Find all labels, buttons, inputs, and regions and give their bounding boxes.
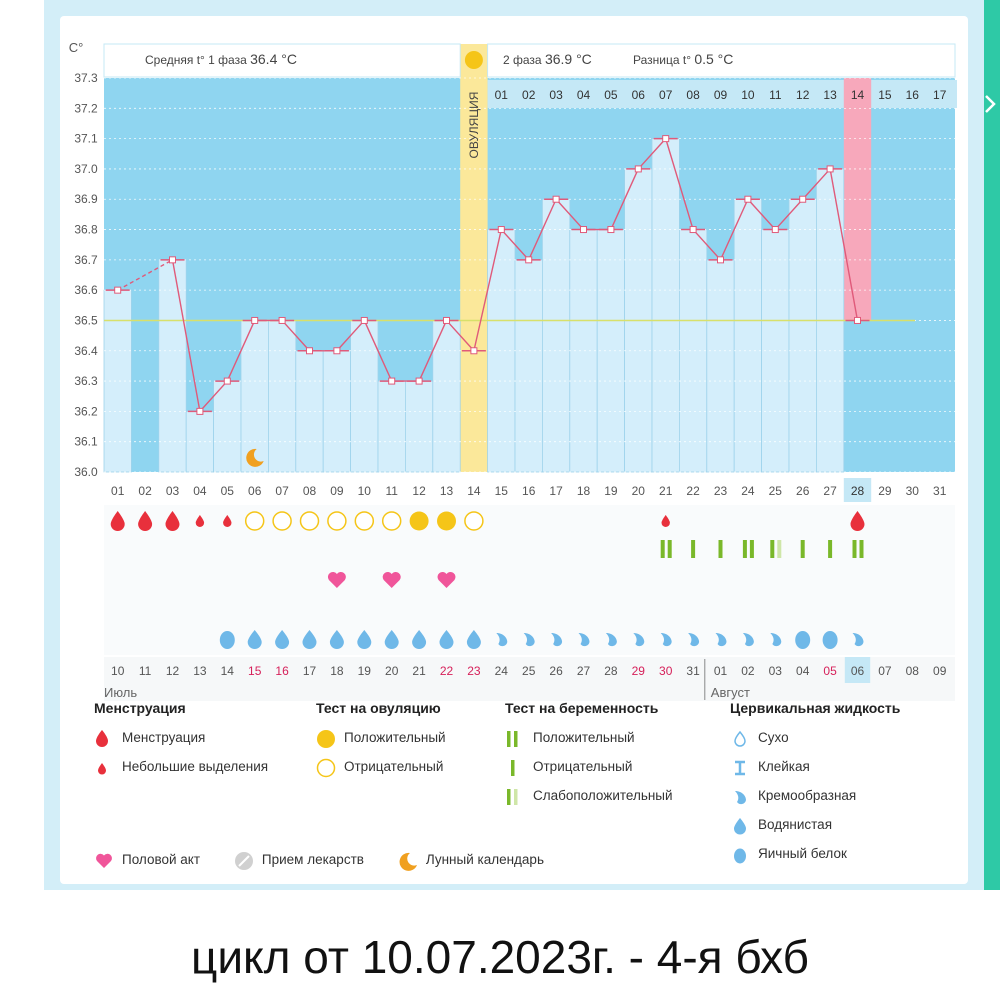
date-label: 12	[165, 664, 180, 678]
temperature-bar	[652, 139, 679, 472]
moon-icon	[398, 851, 418, 871]
legend-label: Отрицательный	[344, 759, 444, 774]
date-label: 26	[549, 664, 563, 678]
legend-menstruation	[94, 700, 268, 786]
date-label: 19	[357, 664, 371, 678]
phase2-day-label: 17	[933, 88, 947, 102]
legend-item	[730, 815, 900, 844]
cycle-day-label: 25	[768, 484, 782, 498]
date-label: 21	[412, 664, 426, 678]
legend-label: Слабоположительный	[533, 788, 673, 803]
eggwhite-icon	[823, 631, 838, 649]
temperature-bar	[159, 260, 186, 472]
date-label: 14	[220, 664, 234, 678]
temperature-point	[498, 227, 504, 233]
eggwhite-icon	[795, 631, 810, 649]
date-label: 20	[385, 664, 399, 678]
legend-item	[398, 850, 544, 879]
pregnancy-test-line	[661, 540, 665, 558]
phase2-day-label: 09	[713, 88, 728, 102]
temperature-point	[581, 227, 587, 233]
temperature-point	[307, 348, 313, 354]
phase2-text: 2 фаза 36.9 °C	[503, 51, 592, 67]
phase2-day-label: 05	[604, 88, 618, 102]
y-tick-label: 37.1	[74, 131, 98, 146]
phase2-day-label: 07	[659, 88, 673, 102]
positive-circle-icon	[316, 729, 336, 749]
pregnancy-test-positive	[668, 540, 672, 558]
legend-item	[730, 757, 900, 786]
legend-label: Половой акт	[122, 852, 201, 867]
current-day-band	[844, 78, 871, 320]
phase2-day-label: 14	[850, 88, 865, 102]
cycle-day-label: 14	[467, 484, 481, 498]
legend-item	[505, 728, 673, 757]
temperature-point	[444, 317, 450, 323]
cycle-day-label: 02	[138, 484, 152, 498]
legend-bottom-row	[94, 850, 544, 879]
pregnancy-test-negative	[719, 540, 723, 558]
date-label: 13	[193, 664, 207, 678]
date-label: 27	[576, 664, 591, 678]
phase2-day-label: 10	[741, 88, 755, 102]
legend-title: Тест на беременность	[505, 700, 659, 716]
date-label: 08	[905, 664, 919, 678]
temperature-bar	[378, 381, 405, 472]
temperature-point	[800, 196, 806, 202]
pregnancy-test-positive	[750, 540, 754, 558]
legend-title: Тест на овуляцию	[316, 700, 441, 716]
legend-title: Менструация	[94, 700, 186, 716]
legend-item	[316, 728, 446, 757]
ovulation-sun-icon	[465, 51, 483, 69]
legend-label: Кремообразная	[758, 788, 857, 803]
ovulation-test-negative	[465, 512, 483, 530]
cycle-day-label: 04	[193, 484, 207, 498]
temperature-point	[334, 348, 340, 354]
phase1-text: Средняя t° 1 фаза 36.4 °C	[145, 51, 297, 67]
y-unit-label: C°	[68, 40, 84, 55]
phase2-day-label: 12	[796, 88, 810, 102]
temperature-point	[690, 227, 696, 233]
phase2-day-label: 02	[522, 88, 536, 102]
legend-item	[505, 786, 673, 815]
cycle-day-label: 08	[302, 484, 317, 498]
ovulation-test-negative	[355, 512, 373, 530]
temperature-bar	[323, 351, 350, 472]
temperature-bar	[570, 230, 597, 472]
cycle-day-label: 09	[330, 484, 344, 498]
temperature-point	[635, 166, 641, 172]
date-label: 09	[933, 664, 947, 678]
date-label: 23	[467, 664, 481, 678]
month-label-august: Август	[710, 685, 750, 700]
date-label: 15	[248, 664, 262, 678]
legend-label: Клейкая	[758, 759, 810, 774]
cycle-day-label: 23	[713, 484, 728, 498]
eggwhite-icon	[220, 631, 235, 649]
date-label: 06	[850, 664, 865, 678]
cycle-day-label: 19	[604, 484, 618, 498]
cycle-day-label: 29	[878, 484, 892, 498]
cycle-day-label: 16	[522, 484, 536, 498]
heart-icon	[94, 851, 114, 871]
legend-label: Положительный	[533, 730, 635, 745]
phase2-day-label: 06	[631, 88, 645, 102]
cycle-day-label: 01	[111, 484, 125, 498]
date-label: 17	[302, 664, 317, 678]
legend-item	[94, 757, 268, 786]
phase2-day-label: 01	[494, 88, 508, 102]
legend-item	[94, 728, 268, 757]
temperature-point	[608, 227, 614, 233]
date-label: 25	[522, 664, 536, 678]
temperature-bar	[104, 290, 131, 472]
cycle-day-label: 21	[659, 484, 673, 498]
legend-item	[730, 728, 900, 757]
temperature-bar	[268, 320, 295, 472]
legend-label: Лунный календарь	[425, 852, 544, 867]
caption: цикл от 10.07.2023г. - 4-я бхб	[190, 931, 809, 983]
creamy-icon	[730, 787, 750, 807]
y-tick-label: 36.9	[74, 192, 98, 207]
date-label: 28	[604, 664, 618, 678]
y-tick-label: 37.3	[74, 71, 98, 85]
temperature-point	[279, 317, 285, 323]
temperature-bar	[214, 381, 241, 472]
date-label: 16	[275, 664, 289, 678]
cycle-day-label: 13	[439, 484, 454, 498]
temperature-point	[389, 378, 395, 384]
diff-text: Разница t° 0.5 °C	[633, 51, 734, 67]
temperature-bar	[515, 260, 542, 472]
y-tick-label: 36.4	[74, 343, 98, 358]
y-tick-label: 37.0	[74, 161, 98, 176]
temperature-point	[170, 257, 176, 263]
phase2-day-label: 08	[686, 88, 700, 102]
pregnancy-test-negative	[691, 540, 695, 558]
test-weak-icon	[505, 787, 525, 807]
temperature-bar	[734, 199, 761, 472]
pregnancy-test-line	[770, 540, 774, 558]
date-label: 24	[494, 664, 508, 678]
temperature-point	[471, 348, 477, 354]
cycle-day-label: 20	[631, 484, 645, 498]
y-tick-label: 36.3	[74, 374, 98, 389]
date-label: 18	[330, 664, 344, 678]
legend-label: Прием лекарств	[261, 852, 364, 867]
blood-drop-icon	[94, 729, 110, 747]
legend-label: Отрицательный	[533, 759, 633, 774]
y-tick-label: 36.6	[74, 283, 98, 298]
legend-item	[730, 786, 900, 815]
temperature-point	[553, 196, 559, 202]
legend-label: Водянистая	[758, 817, 832, 832]
legend-label: Менструация	[122, 730, 206, 745]
scroll-arrow-icon	[986, 96, 994, 112]
ovulation-test-negative	[246, 512, 264, 530]
eggwhite-icon	[730, 845, 750, 865]
ovulation-test-positive	[437, 512, 456, 531]
legend-item	[94, 850, 200, 879]
month-label-july: Июль	[104, 685, 138, 700]
cycle-day-label: 22	[686, 484, 700, 498]
phase2-day-label: 04	[576, 88, 591, 102]
legend-ovulation-test	[316, 700, 446, 786]
date-label: 10	[111, 664, 125, 678]
legend-item	[316, 757, 446, 786]
pregnancy-test-negative	[828, 540, 832, 558]
sticky-icon	[730, 758, 750, 778]
cycle-day-label: 26	[796, 484, 810, 498]
y-tick-label: 36.0	[74, 465, 98, 479]
y-tick-label: 36.8	[74, 222, 98, 237]
date-label: 05	[823, 664, 837, 678]
cycle-day-label: 03	[165, 484, 180, 498]
dry-drop-icon	[730, 729, 750, 749]
temperature-point	[718, 257, 724, 263]
cycle-day-label: 30	[905, 484, 919, 498]
temperature-point	[197, 408, 203, 414]
legend-label: Небольшие выделения	[122, 759, 269, 774]
temperature-bar	[405, 381, 432, 472]
y-tick-label: 36.2	[74, 404, 98, 419]
date-label: 30	[659, 664, 673, 678]
date-label: 11	[138, 664, 152, 678]
ovulation-label: ОВУЛЯЦИЯ	[466, 91, 481, 159]
date-label: 07	[878, 664, 892, 678]
date-label: 02	[741, 664, 755, 678]
ovulation-test-negative	[383, 512, 401, 530]
temperature-bar	[679, 230, 706, 472]
temperature-point	[772, 227, 778, 233]
temperature-point	[252, 317, 258, 323]
temperature-point	[855, 317, 861, 323]
temperature-bar	[707, 260, 734, 472]
phase2-day-label: 03	[549, 88, 563, 102]
temperature-point	[224, 378, 230, 384]
cycle-day-label: 06	[248, 484, 262, 498]
date-label: 22	[439, 664, 454, 678]
phase2-day-label: 15	[878, 88, 892, 102]
legend-title: Цервикальная жидкость	[730, 700, 901, 716]
legend-label: Сухо	[758, 730, 789, 745]
legend-item	[730, 844, 900, 873]
legend-label: Положительный	[344, 730, 446, 745]
phase2-day-label: 16	[905, 88, 919, 102]
date-label: 01	[713, 664, 728, 678]
temperature-point	[745, 196, 751, 202]
temperature-point	[361, 317, 367, 323]
cycle-day-label: 15	[494, 484, 508, 498]
phase2-day-label: 11	[769, 88, 782, 102]
cycle-day-label: 28	[850, 484, 865, 498]
y-tick-label: 37.2	[74, 101, 98, 116]
ovulation-test-positive	[410, 512, 429, 531]
phase2-day-label: 13	[823, 88, 837, 102]
cycle-day-label: 24	[741, 484, 755, 498]
y-tick-label: 36.7	[74, 252, 98, 267]
temperature-point	[526, 257, 532, 263]
ovulation-test-negative	[328, 512, 346, 530]
pregnancy-test-line	[853, 540, 857, 558]
cycle-day-label: 18	[576, 484, 591, 498]
temperature-bar	[542, 199, 569, 472]
cycle-day-label: 31	[933, 484, 947, 498]
date-label: 29	[631, 664, 645, 678]
cycle-day-label: 12	[412, 484, 426, 498]
ovulation-test-negative	[273, 512, 291, 530]
negative-circle-icon	[316, 758, 336, 778]
temperature-point	[663, 136, 669, 142]
date-label: 31	[686, 664, 700, 678]
cycle-day-label: 05	[220, 484, 234, 498]
temperature-point	[115, 287, 121, 293]
small-blood-drop-icon	[94, 758, 110, 776]
temperature-point	[827, 166, 833, 172]
legend-item	[505, 757, 673, 786]
test-negative-icon	[505, 758, 525, 778]
date-label: 03	[768, 664, 782, 678]
pregnancy-test-positive	[860, 540, 864, 558]
cycle-day-label: 27	[823, 484, 837, 498]
temperature-bar	[789, 199, 816, 472]
legend-item	[234, 850, 364, 879]
pregnancy-test-line	[743, 540, 747, 558]
cycle-day-label: 10	[357, 484, 371, 498]
pregnancy-test-weak	[777, 540, 781, 558]
test-positive-icon	[505, 729, 525, 749]
cycle-day-label: 07	[275, 484, 289, 498]
temperature-point	[416, 378, 422, 384]
date-label: 04	[796, 664, 810, 678]
pregnancy-test-negative	[801, 540, 805, 558]
cycle-day-label: 11	[385, 484, 398, 498]
ovulation-test-negative	[301, 512, 319, 530]
legend-label: Яичный белок	[758, 846, 847, 861]
y-tick-label: 36.1	[74, 434, 98, 449]
watery-drop-icon	[730, 816, 750, 836]
cycle-day-label: 17	[549, 484, 563, 498]
y-tick-label: 36.5	[74, 313, 98, 328]
pill-icon	[234, 851, 254, 871]
legend-pregnancy-test	[505, 700, 673, 815]
legend-cervical	[730, 700, 900, 873]
